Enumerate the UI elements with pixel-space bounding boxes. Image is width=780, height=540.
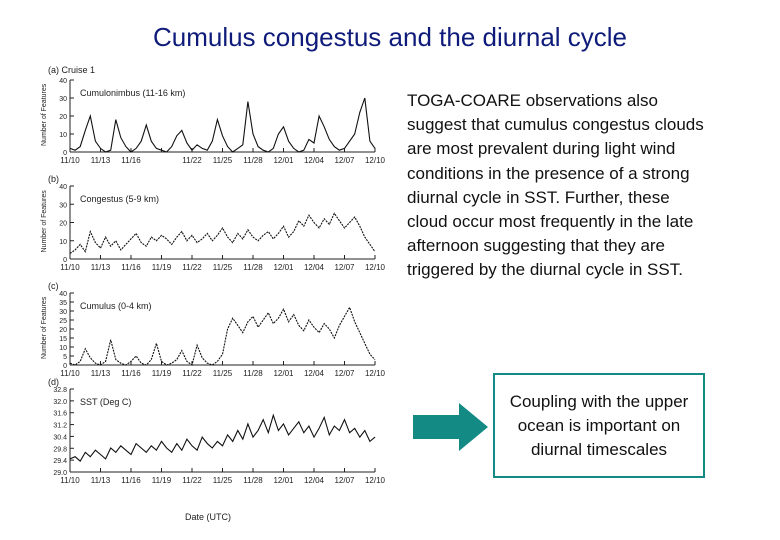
x-tick-label: 11/10 — [60, 476, 80, 485]
y-tick-label: 10 — [59, 238, 67, 246]
y-tick-label: 31.2 — [53, 422, 67, 430]
x-tick-label: 11/25 — [212, 263, 233, 272]
right-arrow-icon — [413, 403, 488, 451]
x-tick-label: 11/10 — [60, 263, 80, 272]
x-tick-label: 12/01 — [273, 369, 294, 378]
y-tick-label: 5 — [63, 354, 67, 361]
callout-text: Coupling with the upper ocean is important on diurnal timescales — [509, 391, 689, 459]
series-line — [70, 213, 375, 253]
x-tick-label: 12/04 — [303, 369, 325, 378]
x-tick-label: 11/19 — [151, 263, 172, 272]
x-tick-label: 11/13 — [90, 156, 111, 165]
x-tick-label: 11/16 — [121, 156, 141, 165]
panel-3 — [41, 281, 386, 378]
series-line — [70, 415, 375, 461]
x-tick-label: 11/28 — [243, 263, 263, 272]
series-line — [70, 307, 375, 365]
x-tick-label: 11/28 — [243, 369, 263, 378]
x-tick-label: 12/07 — [334, 369, 355, 378]
y-tick-label: 32.0 — [53, 398, 67, 406]
y-tick-label: 25 — [59, 318, 67, 325]
y-tick-label: 0 — [63, 150, 67, 157]
x-tick-label: 11/22 — [182, 156, 202, 165]
y-tick-label: 40 — [59, 78, 67, 85]
y-tick-label: 15 — [59, 336, 67, 343]
y-axis-label: Number of Features — [41, 83, 48, 146]
x-tick-label: 12/01 — [273, 263, 294, 272]
x-tick-label: 12/01 — [273, 476, 294, 485]
x-tick-label: 11/16 — [121, 263, 141, 272]
panel-letter: (d) — [48, 377, 59, 387]
x-tick-label: 11/13 — [90, 369, 111, 378]
slide-title: Cumulus congestus and the diurnal cycle — [152, 22, 628, 52]
body-paragraph: TOGA-COARE observations also suggest that cumulus congestus clouds are most prevalent during light wind conditions in the presence of a strong diurnal cycle in SST. Further, these cloud occur most frequently in the late afternoon suggesting that they are triggered by the diurnal cycle in SST. — [407, 91, 704, 280]
y-axis-label: Number of Features — [41, 190, 48, 253]
y-tick-label: 20 — [59, 114, 67, 121]
panel-2 — [41, 174, 386, 272]
panel-letter: (b) — [48, 174, 59, 184]
x-tick-label: 11/22 — [182, 369, 202, 378]
y-tick-label: 10 — [59, 345, 67, 352]
series-label: SST (Deg C) — [80, 397, 132, 407]
x-tick-label: 11/19 — [151, 476, 172, 485]
x-tick-label: 12/10 — [364, 263, 386, 272]
y-tick-label: 30.4 — [53, 434, 67, 442]
series-label: Cumulonimbus (11-16 km) — [80, 88, 186, 98]
x-tick-label: 12/04 — [303, 476, 325, 485]
y-tick-label: 32.8 — [53, 387, 67, 394]
y-tick-label: 0 — [63, 257, 67, 264]
observation-figure — [38, 62, 388, 532]
x-tick-label: 12/04 — [303, 156, 325, 165]
y-tick-label: 29.8 — [53, 446, 67, 454]
y-tick-label: 40 — [59, 291, 67, 298]
x-tick-label: 11/28 — [243, 476, 263, 485]
x-tick-label: 11/13 — [90, 476, 111, 485]
y-tick-label: 20 — [59, 220, 67, 228]
x-tick-label: 11/19 — [151, 369, 172, 378]
x-tick-label: 11/25 — [212, 369, 233, 378]
x-tick-label: 11/16 — [121, 369, 141, 378]
callout-box — [493, 373, 705, 478]
y-tick-label: 29.0 — [53, 470, 67, 477]
x-tick-label: 12/04 — [303, 263, 325, 272]
x-tick-label: 11/22 — [182, 263, 202, 272]
y-tick-label: 40 — [59, 184, 67, 191]
x-tick-label: 11/22 — [182, 476, 202, 485]
x-tick-label: 12/10 — [364, 476, 386, 485]
figure-header: (a) Cruise 1 — [48, 65, 96, 75]
y-tick-label: 29.4 — [53, 458, 67, 466]
y-tick-label: 35 — [59, 300, 67, 307]
x-tick-label: 12/07 — [334, 476, 355, 485]
time-series-figure — [38, 62, 388, 532]
x-tick-label: 12/10 — [364, 156, 386, 165]
y-tick-label: 10 — [59, 132, 67, 139]
y-tick-label: 31.6 — [53, 410, 67, 418]
x-tick-label: 11/16 — [121, 476, 141, 485]
series-label: Cumulus (0-4 km) — [80, 301, 152, 311]
y-axis-label: Number of Features — [41, 296, 48, 359]
x-tick-label: 11/13 — [90, 263, 111, 272]
y-tick-label: 30 — [59, 309, 67, 316]
x-tick-label: 11/25 — [212, 476, 233, 485]
x-tick-label: 12/07 — [334, 263, 355, 272]
panel-1 — [41, 78, 386, 165]
panel-4 — [48, 377, 386, 485]
y-tick-label: 0 — [63, 363, 67, 370]
series-line — [70, 98, 375, 152]
panel-letter: (c) — [48, 281, 59, 291]
x-tick-label: 12/10 — [364, 369, 386, 378]
x-tick-label: 11/10 — [60, 369, 80, 378]
x-tick-label: 12/07 — [334, 156, 355, 165]
y-tick-label: 20 — [59, 327, 67, 334]
x-tick-label: 12/01 — [273, 156, 294, 165]
x-tick-label: 11/25 — [212, 156, 233, 165]
x-tick-label: 11/10 — [60, 156, 80, 165]
x-tick-label: 11/28 — [243, 156, 263, 165]
series-label: Congestus (5-9 km) — [80, 194, 160, 204]
y-tick-label: 30 — [59, 96, 67, 103]
y-tick-label: 30 — [59, 202, 67, 210]
x-axis-label: Date (UTC) — [184, 512, 232, 522]
